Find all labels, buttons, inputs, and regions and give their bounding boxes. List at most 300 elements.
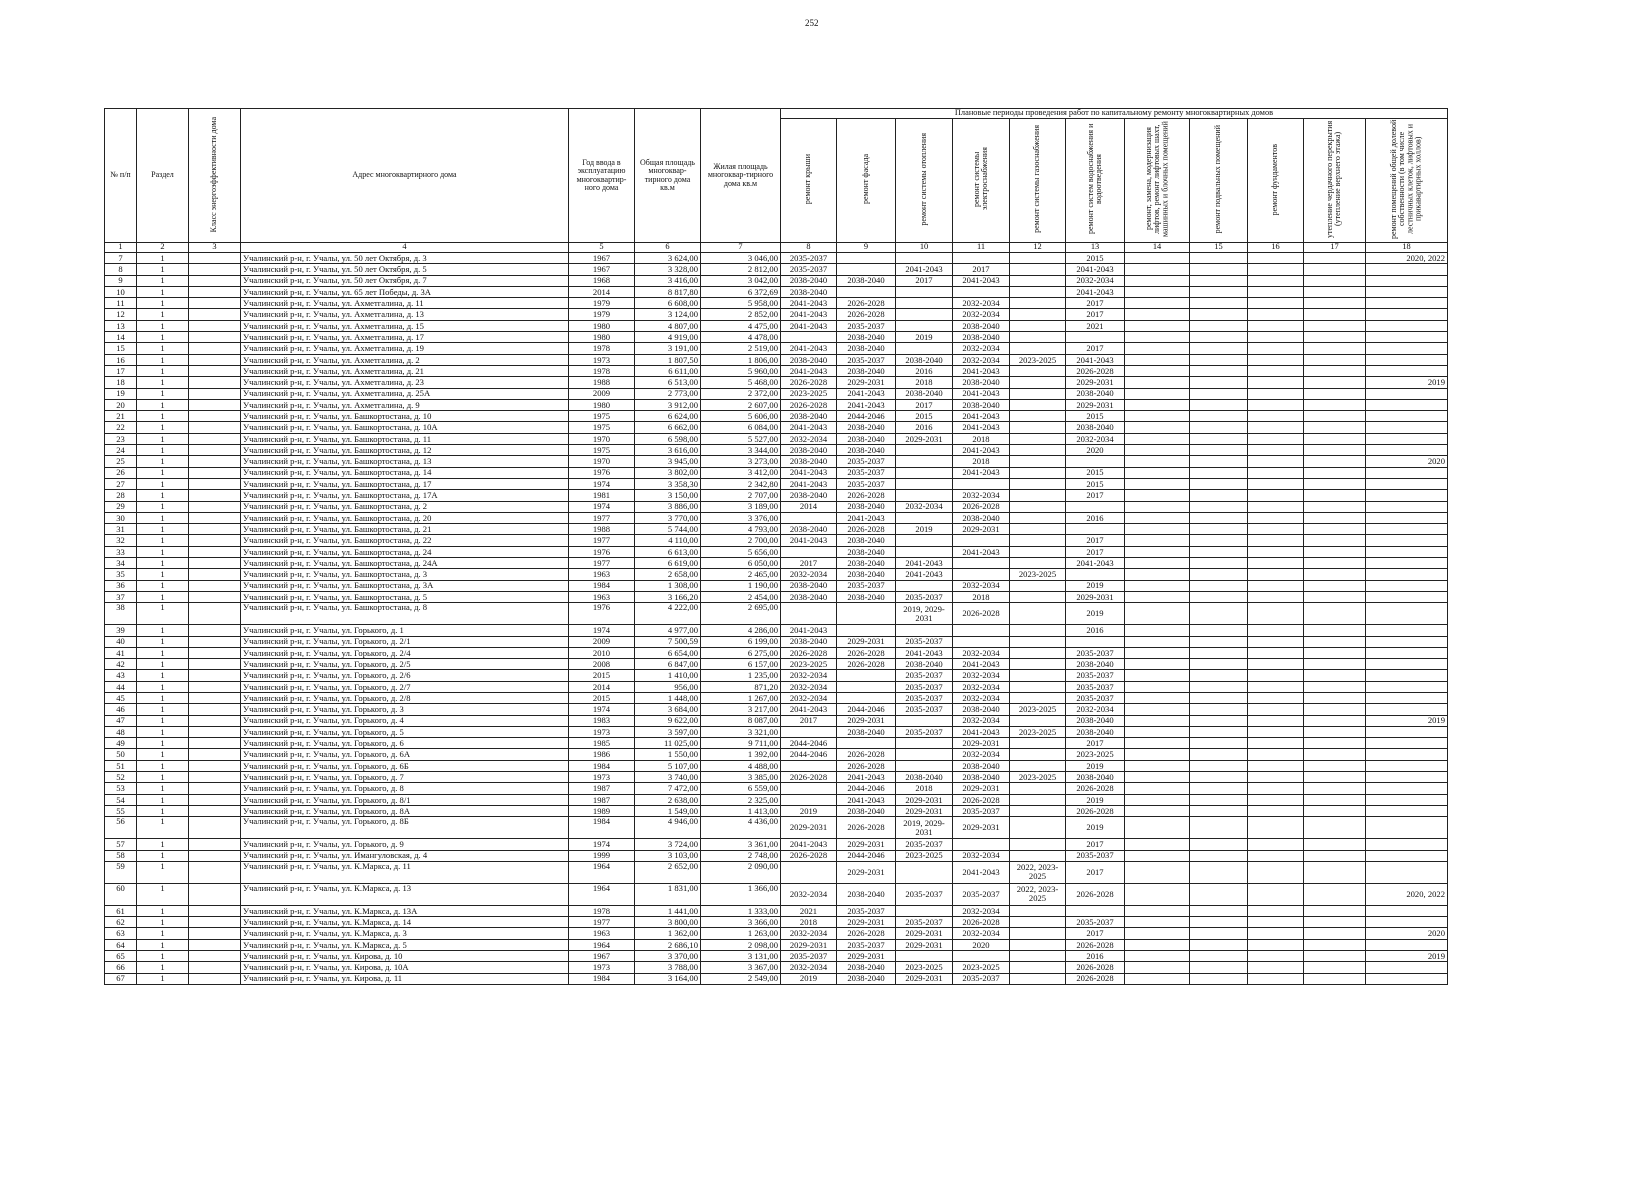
cell-year-built: 1963 (569, 928, 635, 939)
cell-water-repair: 2019 (1066, 603, 1125, 625)
cell-total-area: 6 847,00 (635, 659, 701, 670)
cell-row-number: 25 (105, 456, 137, 467)
cell-heating-repair (896, 749, 953, 760)
cell-total-area: 3 191,00 (635, 343, 701, 354)
cell-heating-repair (896, 445, 953, 456)
cell-row-number: 63 (105, 928, 137, 939)
cell-address: Учалинский р-н, г. Учалы, ул. Башкортостана, д. 13 (241, 456, 569, 467)
cell-total-area: 2 652,00 (635, 861, 701, 883)
table-body (105, 253, 1448, 985)
cell-common-areas-repair: 2020, 2022 (1366, 253, 1448, 264)
cell-section: 1 (137, 951, 189, 962)
cell-basement-repair (1190, 343, 1248, 354)
cell-foundation-repair (1248, 580, 1304, 591)
cell-total-area: 956,00 (635, 681, 701, 692)
table-row (105, 411, 1448, 422)
cell-address: Учалинский р-н, г. Учалы, ул. Башкортостана, д. 20 (241, 512, 569, 523)
cell-heating-repair: 2016 (896, 365, 953, 376)
cell-row-number: 24 (105, 445, 137, 456)
cell-foundation-repair (1248, 433, 1304, 444)
cell-water-repair: 2038-2040 (1066, 659, 1125, 670)
cell-basement-repair (1190, 411, 1248, 422)
cell-common-areas-repair (1366, 264, 1448, 275)
cell-attic-insulation (1304, 726, 1366, 737)
column-header-label: ремонт фундаментов (1270, 143, 1280, 215)
cell-attic-insulation (1304, 490, 1366, 501)
cell-electric-repair: 2041-2043 (953, 411, 1010, 422)
cell-heating-repair (896, 286, 953, 297)
cell-heating-repair: 2018 (896, 377, 953, 388)
cell-water-repair: 2021 (1066, 320, 1125, 331)
cell-common-areas-repair (1366, 783, 1448, 794)
cell-electric-repair: 2041-2043 (953, 275, 1010, 286)
cell-living-area: 8 087,00 (701, 715, 781, 726)
cell-water-repair: 2017 (1066, 298, 1125, 309)
cell-roof-repair: 2041-2043 (781, 320, 837, 331)
cell-address: Учалинский р-н, г. Учалы, ул. Горького, д. 2/8 (241, 692, 569, 703)
cell-elevator-repair (1125, 670, 1190, 681)
cell-energy-class (189, 343, 241, 354)
cell-facade-repair: 2026-2028 (837, 524, 896, 535)
cell-electric-repair: 2041-2043 (953, 422, 1010, 433)
cell-section: 1 (137, 501, 189, 512)
cell-facade-repair: 2038-2040 (837, 805, 896, 816)
cell-year-built: 1974 (569, 839, 635, 850)
cell-address: Учалинский р-н, г. Учалы, ул. Горького, д. 9 (241, 839, 569, 850)
cell-common-areas-repair (1366, 681, 1448, 692)
cell-elevator-repair (1125, 456, 1190, 467)
cell-electric-repair: 2041-2043 (953, 445, 1010, 456)
cell-elevator-repair (1125, 524, 1190, 535)
cell-gas-repair (1010, 298, 1066, 309)
cell-address: Учалинский р-н, г. Учалы, ул. Горького, д. 8А (241, 805, 569, 816)
cell-basement-repair (1190, 445, 1248, 456)
cell-heating-repair: 2038-2040 (896, 659, 953, 670)
cell-electric-repair: 2029-2031 (953, 783, 1010, 794)
cell-gas-repair (1010, 850, 1066, 861)
cell-year-built: 1978 (569, 365, 635, 376)
column-header-label: ремонт системы электроснабжения (971, 147, 989, 211)
cell-basement-repair (1190, 354, 1248, 365)
cell-energy-class (189, 817, 241, 839)
cell-common-areas-repair (1366, 558, 1448, 569)
cell-roof-repair (781, 332, 837, 343)
cell-year-built: 1976 (569, 603, 635, 625)
table-row (105, 749, 1448, 760)
cell-year-built: 1974 (569, 478, 635, 489)
cell-roof-repair: 2041-2043 (781, 625, 837, 636)
cell-row-number: 60 (105, 883, 137, 905)
cell-energy-class (189, 332, 241, 343)
cell-living-area: 1 366,00 (701, 883, 781, 905)
cell-electric-repair: 2032-2034 (953, 309, 1010, 320)
cell-electric-repair: 2026-2028 (953, 917, 1010, 928)
cell-roof-repair (781, 726, 837, 737)
cell-row-number: 12 (105, 309, 137, 320)
cell-roof-repair: 2032-2034 (781, 928, 837, 939)
cell-section: 1 (137, 467, 189, 478)
cell-basement-repair (1190, 917, 1248, 928)
cell-roof-repair (781, 603, 837, 625)
cell-gas-repair: 2023-2025 (1010, 726, 1066, 737)
cell-elevator-repair (1125, 445, 1190, 456)
cell-foundation-repair (1248, 704, 1304, 715)
cell-address: Учалинский р-н, г. Учалы, ул. Башкортостана, д. 10А (241, 422, 569, 433)
cell-total-area: 1 308,00 (635, 580, 701, 591)
cell-facade-repair (837, 286, 896, 297)
cell-electric-repair: 2029-2031 (953, 817, 1010, 839)
cell-facade-repair (837, 670, 896, 681)
cell-electric-repair (953, 535, 1010, 546)
cell-heating-repair: 2019 (896, 332, 953, 343)
cell-attic-insulation (1304, 320, 1366, 331)
cell-heating-repair: 2035-2037 (896, 726, 953, 737)
cell-year-built: 1975 (569, 422, 635, 433)
cell-facade-repair: 2038-2040 (837, 365, 896, 376)
cell-row-number: 62 (105, 917, 137, 928)
cell-elevator-repair (1125, 749, 1190, 760)
cell-living-area: 5 656,00 (701, 546, 781, 557)
cell-total-area: 6 608,00 (635, 298, 701, 309)
column-header-energy-class-label: Класс энергоэффективности дома (209, 116, 219, 232)
cell-elevator-repair (1125, 783, 1190, 794)
cell-row-number: 35 (105, 569, 137, 580)
cell-roof-repair: 2032-2034 (781, 692, 837, 703)
cell-living-area: 2 342,80 (701, 478, 781, 489)
cell-electric-repair (953, 253, 1010, 264)
cell-basement-repair (1190, 738, 1248, 749)
cell-living-area: 3 344,00 (701, 445, 781, 456)
cell-attic-insulation (1304, 377, 1366, 388)
table-row (105, 365, 1448, 376)
cell-attic-insulation (1304, 783, 1366, 794)
cell-living-area: 2 465,00 (701, 569, 781, 580)
cell-facade-repair: 2038-2040 (837, 501, 896, 512)
cell-elevator-repair (1125, 625, 1190, 636)
cell-foundation-repair (1248, 275, 1304, 286)
cell-year-built: 1967 (569, 951, 635, 962)
cell-basement-repair (1190, 850, 1248, 861)
cell-foundation-repair (1248, 659, 1304, 670)
cell-common-areas-repair (1366, 704, 1448, 715)
cell-foundation-repair (1248, 354, 1304, 365)
cell-living-area: 3 131,00 (701, 951, 781, 962)
cell-total-area: 3 150,00 (635, 490, 701, 501)
cell-common-areas-repair (1366, 850, 1448, 861)
cell-total-area: 1 549,00 (635, 805, 701, 816)
cell-elevator-repair (1125, 298, 1190, 309)
cell-elevator-repair (1125, 805, 1190, 816)
cell-energy-class (189, 501, 241, 512)
cell-attic-insulation (1304, 794, 1366, 805)
cell-water-repair: 2035-2037 (1066, 850, 1125, 861)
cell-basement-repair (1190, 726, 1248, 737)
cell-living-area: 5 606,00 (701, 411, 781, 422)
cell-basement-repair (1190, 253, 1248, 264)
table-row (105, 332, 1448, 343)
cell-address: Учалинский р-н, г. Учалы, ул. Башкортостана, д. 11 (241, 433, 569, 444)
cell-row-number: 55 (105, 805, 137, 816)
cell-living-area: 3 321,00 (701, 726, 781, 737)
cell-row-number: 43 (105, 670, 137, 681)
cell-attic-insulation (1304, 365, 1366, 376)
cell-heating-repair: 2029-2031 (896, 939, 953, 950)
column-header-elevator-repair (1125, 119, 1190, 243)
table-row (105, 681, 1448, 692)
cell-energy-class (189, 433, 241, 444)
cell-address: Учалинский р-н, г. Учалы, ул. Горького, д. 2/1 (241, 636, 569, 647)
cell-address: Учалинский р-н, г. Учалы, ул. Горького, д. 7 (241, 772, 569, 783)
table-row (105, 805, 1448, 816)
cell-facade-repair: 2038-2040 (837, 558, 896, 569)
cell-heating-repair: 2041-2043 (896, 569, 953, 580)
cell-energy-class (189, 354, 241, 365)
cell-section: 1 (137, 535, 189, 546)
cell-electric-repair: 2032-2034 (953, 580, 1010, 591)
column-header-label: ремонт фасада (860, 154, 870, 205)
table-row (105, 917, 1448, 928)
cell-elevator-repair (1125, 388, 1190, 399)
cell-living-area: 1 806,00 (701, 354, 781, 365)
cell-elevator-repair (1125, 365, 1190, 376)
table-row (105, 298, 1448, 309)
cell-total-area: 3 370,00 (635, 951, 701, 962)
cell-basement-repair (1190, 692, 1248, 703)
cell-roof-repair (781, 861, 837, 883)
cell-water-repair (1066, 524, 1125, 535)
cell-basement-repair (1190, 399, 1248, 410)
cell-attic-insulation (1304, 433, 1366, 444)
cell-total-area: 1 448,00 (635, 692, 701, 703)
cell-total-area: 6 613,00 (635, 546, 701, 557)
cell-electric-repair: 2032-2034 (953, 490, 1010, 501)
cell-total-area: 3 124,00 (635, 309, 701, 320)
column-number-cell: 12 (1010, 243, 1066, 253)
cell-row-number: 15 (105, 343, 137, 354)
cell-year-built: 1974 (569, 501, 635, 512)
cell-attic-insulation (1304, 817, 1366, 839)
cell-roof-repair: 2038-2040 (781, 275, 837, 286)
cell-electric-repair: 2032-2034 (953, 715, 1010, 726)
cell-water-repair: 2038-2040 (1066, 715, 1125, 726)
cell-foundation-repair (1248, 309, 1304, 320)
cell-heating-repair: 2035-2037 (896, 704, 953, 715)
cell-common-areas-repair (1366, 399, 1448, 410)
table-row (105, 422, 1448, 433)
cell-energy-class (189, 490, 241, 501)
table-row (105, 399, 1448, 410)
cell-heating-repair: 2035-2037 (896, 591, 953, 602)
cell-gas-repair (1010, 749, 1066, 760)
cell-facade-repair: 2029-2031 (837, 377, 896, 388)
cell-year-built: 1984 (569, 817, 635, 839)
cell-section: 1 (137, 647, 189, 658)
cell-roof-repair: 2032-2034 (781, 962, 837, 973)
cell-elevator-repair (1125, 905, 1190, 916)
cell-water-repair: 2035-2037 (1066, 647, 1125, 658)
cell-foundation-repair (1248, 445, 1304, 456)
table-row (105, 253, 1448, 264)
cell-facade-repair: 2044-2046 (837, 783, 896, 794)
table-row (105, 772, 1448, 783)
cell-common-areas-repair: 2019 (1366, 377, 1448, 388)
cell-section: 1 (137, 861, 189, 883)
cell-elevator-repair (1125, 377, 1190, 388)
cell-living-area: 6 372,69 (701, 286, 781, 297)
cell-common-areas-repair (1366, 772, 1448, 783)
cell-address: Учалинский р-н, г. Учалы, ул. Ахметгалина, д. 9 (241, 399, 569, 410)
cell-address: Учалинский р-н, г. Учалы, ул. 65 лет Победы, д. 3А (241, 286, 569, 297)
cell-total-area: 11 025,00 (635, 738, 701, 749)
cell-total-area: 1 362,00 (635, 928, 701, 939)
cell-common-areas-repair (1366, 275, 1448, 286)
cell-energy-class (189, 783, 241, 794)
cell-year-built: 2015 (569, 670, 635, 681)
table-row (105, 546, 1448, 557)
cell-elevator-repair (1125, 839, 1190, 850)
cell-common-areas-repair (1366, 647, 1448, 658)
cell-energy-class (189, 636, 241, 647)
cell-water-repair: 2035-2037 (1066, 681, 1125, 692)
cell-address: Учалинский р-н, г. Учалы, ул. Ахметгалина, д. 11 (241, 298, 569, 309)
cell-attic-insulation (1304, 298, 1366, 309)
cell-roof-repair: 2038-2040 (781, 524, 837, 535)
cell-water-repair: 2032-2034 (1066, 433, 1125, 444)
cell-living-area: 5 468,00 (701, 377, 781, 388)
cell-total-area: 4 110,00 (635, 535, 701, 546)
table-row (105, 760, 1448, 771)
cell-roof-repair: 2023-2025 (781, 388, 837, 399)
cell-electric-repair: 2035-2037 (953, 805, 1010, 816)
cell-total-area: 6 654,00 (635, 647, 701, 658)
cell-heating-repair: 2035-2037 (896, 670, 953, 681)
cell-common-areas-repair (1366, 591, 1448, 602)
cell-address: Учалинский р-н, г. Учалы, ул. Башкортостана, д. 17А (241, 490, 569, 501)
cell-basement-repair (1190, 422, 1248, 433)
table-row (105, 320, 1448, 331)
cell-attic-insulation (1304, 388, 1366, 399)
cell-section: 1 (137, 783, 189, 794)
table-row (105, 580, 1448, 591)
table-header (105, 109, 1448, 253)
cell-heating-repair: 2017 (896, 399, 953, 410)
column-group-title: Плановые периоды проведения работ по капитальному ремонту многоквартирных домов (781, 109, 1448, 119)
cell-water-repair: 2029-2031 (1066, 591, 1125, 602)
cell-living-area: 2 748,00 (701, 850, 781, 861)
cell-total-area: 3 616,00 (635, 445, 701, 456)
cell-total-area: 3 740,00 (635, 772, 701, 783)
cell-gas-repair (1010, 433, 1066, 444)
cell-water-repair: 2016 (1066, 512, 1125, 523)
cell-elevator-repair (1125, 647, 1190, 658)
cell-roof-repair: 2041-2043 (781, 467, 837, 478)
cell-address: Учалинский р-н, г. Учалы, ул. Горького, д. 8Б (241, 817, 569, 839)
cell-heating-repair (896, 309, 953, 320)
cell-electric-repair (953, 569, 1010, 580)
cell-elevator-repair (1125, 343, 1190, 354)
cell-basement-repair (1190, 704, 1248, 715)
cell-common-areas-repair (1366, 388, 1448, 399)
cell-facade-repair: 2038-2040 (837, 422, 896, 433)
cell-year-built: 1986 (569, 749, 635, 760)
cell-gas-repair: 2023-2025 (1010, 569, 1066, 580)
cell-row-number: 46 (105, 704, 137, 715)
cell-common-areas-repair (1366, 659, 1448, 670)
cell-elevator-repair (1125, 490, 1190, 501)
cell-foundation-repair (1248, 253, 1304, 264)
cell-row-number: 20 (105, 399, 137, 410)
cell-gas-repair (1010, 490, 1066, 501)
cell-facade-repair: 2041-2043 (837, 399, 896, 410)
cell-address: Учалинский р-н, г. Учалы, ул. К.Маркса, д. 5 (241, 939, 569, 950)
cell-living-area: 2 098,00 (701, 939, 781, 950)
cell-common-areas-repair (1366, 692, 1448, 703)
cell-electric-repair (953, 839, 1010, 850)
cell-energy-class (189, 951, 241, 962)
cell-total-area: 7 500,59 (635, 636, 701, 647)
cell-electric-repair: 2017 (953, 264, 1010, 275)
cell-gas-repair (1010, 670, 1066, 681)
cell-foundation-repair (1248, 411, 1304, 422)
cell-basement-repair (1190, 569, 1248, 580)
cell-electric-repair: 2032-2034 (953, 670, 1010, 681)
cell-elevator-repair (1125, 738, 1190, 749)
cell-address: Учалинский р-н, г. Учалы, ул. Горького, д. 2/6 (241, 670, 569, 681)
cell-section: 1 (137, 546, 189, 557)
cell-electric-repair: 2038-2040 (953, 512, 1010, 523)
cell-elevator-repair (1125, 253, 1190, 264)
cell-roof-repair: 2032-2034 (781, 670, 837, 681)
cell-electric-repair: 2032-2034 (953, 928, 1010, 939)
cell-roof-repair: 2041-2043 (781, 343, 837, 354)
cell-attic-insulation (1304, 332, 1366, 343)
cell-row-number: 17 (105, 365, 137, 376)
cell-address: Учалинский р-н, г. Учалы, ул. Башкортостана, д. 10 (241, 411, 569, 422)
cell-heating-repair: 2016 (896, 422, 953, 433)
cell-gas-repair (1010, 951, 1066, 962)
cell-section: 1 (137, 850, 189, 861)
cell-attic-insulation (1304, 603, 1366, 625)
cell-elevator-repair (1125, 433, 1190, 444)
cell-common-areas-repair (1366, 445, 1448, 456)
cell-facade-repair: 2026-2028 (837, 659, 896, 670)
cell-address: Учалинский р-н, г. Учалы, ул. К.Маркса, д. 14 (241, 917, 569, 928)
cell-basement-repair (1190, 659, 1248, 670)
cell-living-area: 5 960,00 (701, 365, 781, 376)
cell-water-repair: 2020 (1066, 445, 1125, 456)
cell-living-area: 2 607,00 (701, 399, 781, 410)
cell-electric-repair: 2032-2034 (953, 850, 1010, 861)
cell-electric-repair (953, 478, 1010, 489)
cell-total-area: 4 919,00 (635, 332, 701, 343)
cell-attic-insulation (1304, 917, 1366, 928)
cell-gas-repair (1010, 715, 1066, 726)
cell-elevator-repair (1125, 883, 1190, 905)
cell-water-repair: 2035-2037 (1066, 670, 1125, 681)
cell-section: 1 (137, 681, 189, 692)
column-header-label: ремонт системы отопления (918, 133, 928, 226)
cell-attic-insulation (1304, 343, 1366, 354)
cell-common-areas-repair (1366, 343, 1448, 354)
cell-foundation-repair (1248, 546, 1304, 557)
table-row (105, 715, 1448, 726)
cell-address: Учалинский р-н, г. Учалы, ул. Горького, д. 5 (241, 726, 569, 737)
cell-row-number: 32 (105, 535, 137, 546)
cell-facade-repair: 2041-2043 (837, 512, 896, 523)
cell-attic-insulation (1304, 636, 1366, 647)
cell-facade-repair: 2038-2040 (837, 275, 896, 286)
cell-gas-repair (1010, 591, 1066, 602)
